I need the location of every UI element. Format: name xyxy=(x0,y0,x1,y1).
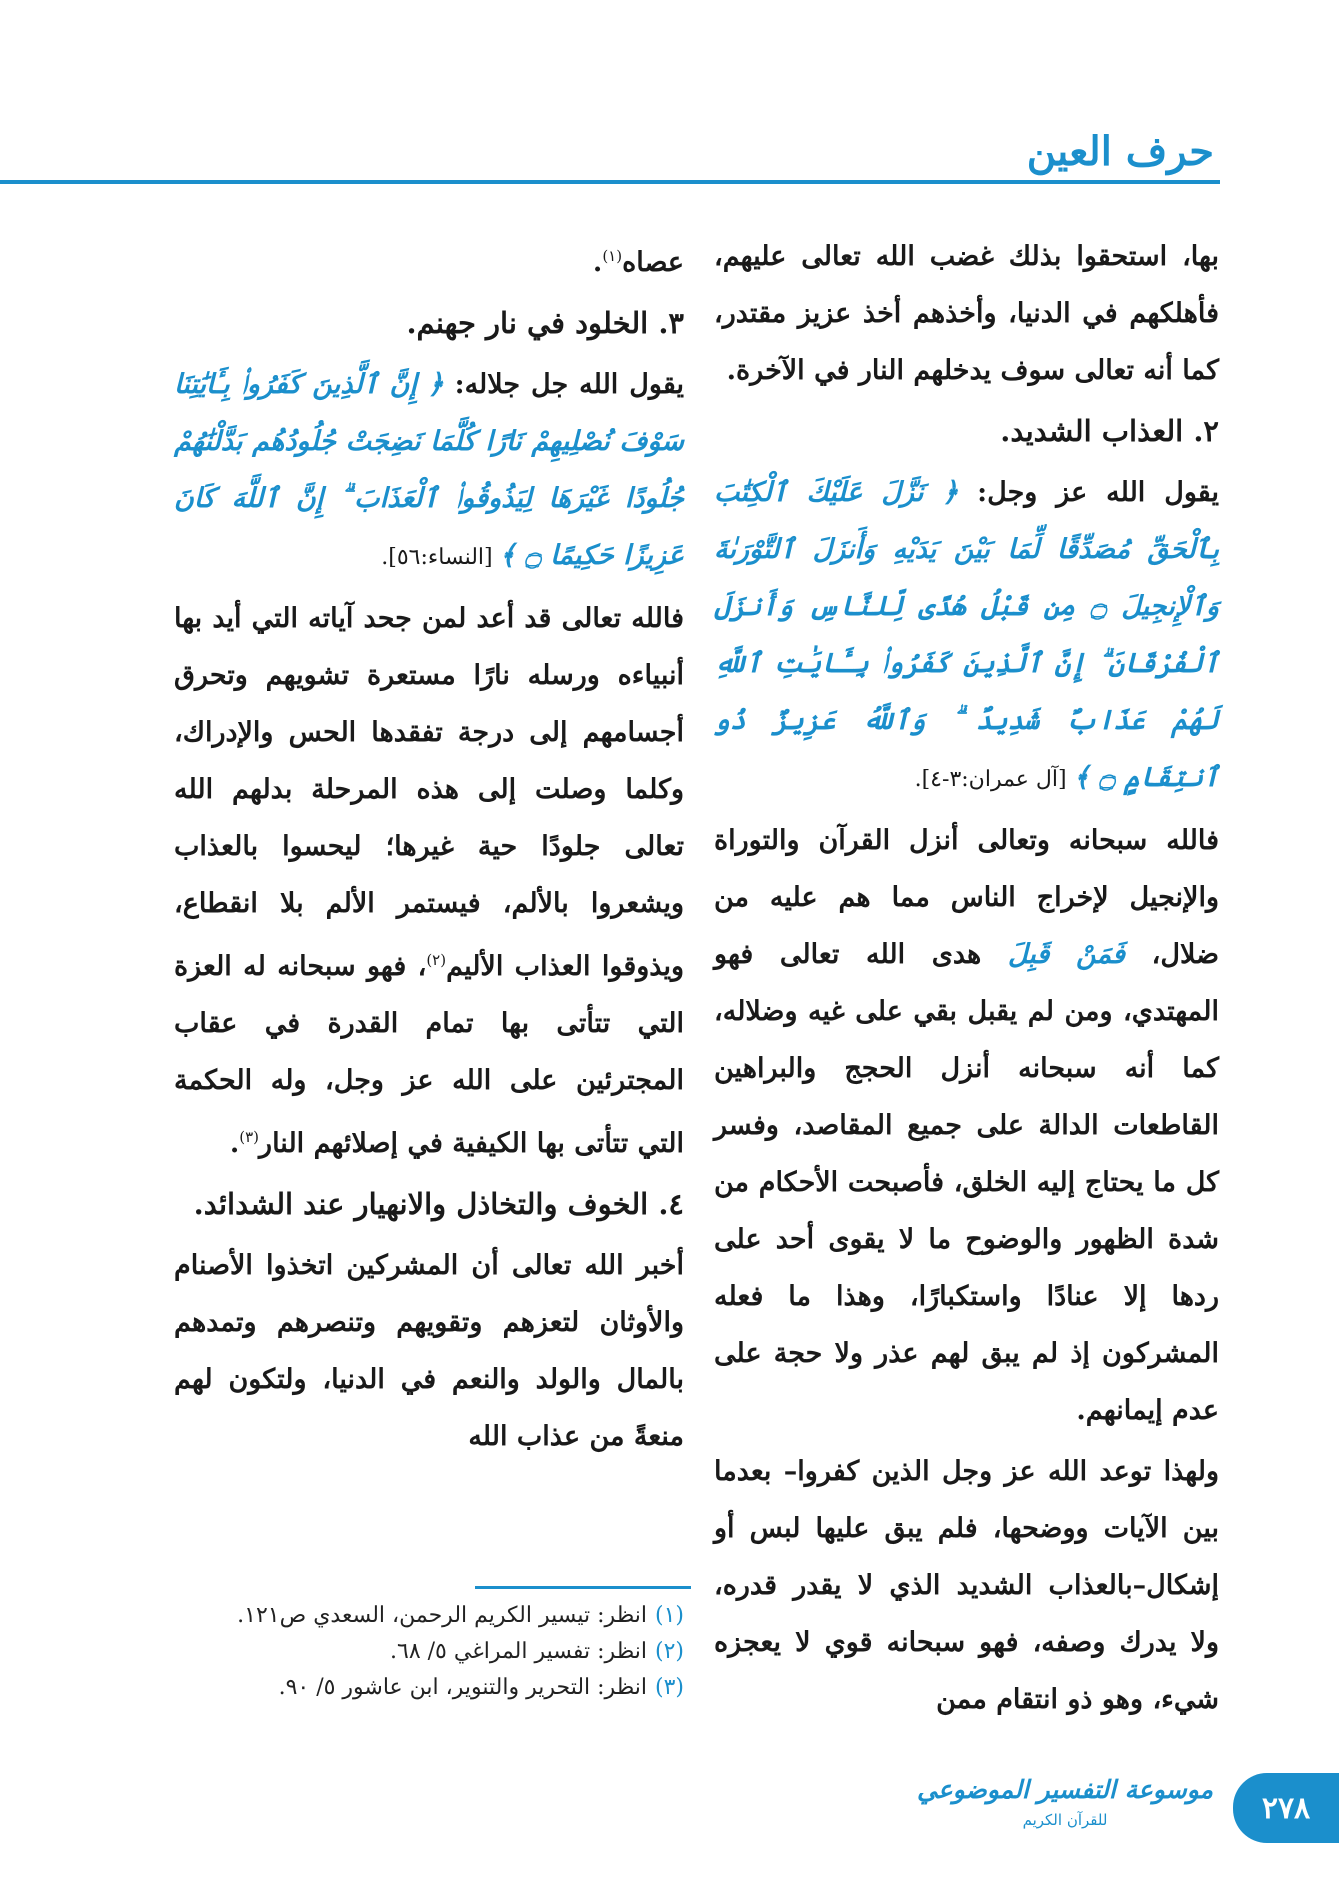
verse-intro: يقول الله عز وجل: xyxy=(958,477,1219,508)
text-segment: عصاه xyxy=(622,247,684,278)
section-heading-3: ٣. الخلود في نار جهنم. xyxy=(406,306,684,340)
footnote-text: انظر: تيسير الكريم الرحمن، السعدي ص١٢١. xyxy=(237,1603,647,1628)
footnote-number: (٢) xyxy=(654,1639,684,1664)
footnote-text: انظر: تفسير المراغي ٥/ ٦٨. xyxy=(390,1639,647,1664)
text-segment: . xyxy=(229,1128,240,1159)
paragraph xyxy=(714,812,1219,1439)
footnotes xyxy=(174,1598,684,1706)
footnote-divider xyxy=(475,1586,691,1589)
header-divider xyxy=(0,180,1220,184)
section-heading-4: ٤. الخوف والتخاذل والانهيار عند الشدائد. xyxy=(193,1187,684,1221)
left-column xyxy=(174,228,684,1469)
verse-paragraph xyxy=(174,356,684,586)
footnote-ref[interactable]: (٣) xyxy=(239,1128,260,1146)
footnote-number: (٣) xyxy=(654,1675,684,1700)
paragraph xyxy=(174,228,684,291)
footnote-item xyxy=(174,1670,684,1706)
quran-verse: ﴿ إِنَّ ٱلَّذِينَ كَفَرُوا۟ بِـَٔايَٰتِنَا سَوْفَ نُصْلِيهِمْ نَارًا كُلَّمَا نَضِجَتْ جُلُودُهُم بَدَّلْنَٰهُمْ جُلُودًا غَيْرَهَا لِيَذُوقُوا۟ ٱلْعَذَابَ ۗ إِنَّ ٱللَّهَ كَانَ عَزِيزًا حَكِيمًا ۝ ﴾ xyxy=(174,369,684,571)
verse-reference: [النساء:٥٦]. xyxy=(381,545,500,570)
verse-reference: [آل عمران:٣-٤]. xyxy=(914,767,1074,792)
quran-verse: ﴿ نَزَّلَ عَلَيْكَ ٱلْكِتَٰبَ بِٱلْحَقِّ مُصَدِّقًا لِّمَا بَيْنَ يَدَيْهِ وَأَنزَلَ ٱلتَّوْرَىٰةَ وَٱلْإِنجِيلَ ۝ مِن قَبْلُ هُدًى لِّلنَّاسِ وَأَنزَلَ ٱلْفُرْقَانَ ۗ إِنَّ ٱلَّذِينَ كَفَرُوا۟ بِـَٔايَٰتِ ٱللَّهِ لَهُمْ عَذَابٌ شَدِيدٌ ۗ وَٱللَّهُ عَزِيزٌ ذُو ٱنتِقَامٍ ۝ ﴾ xyxy=(714,477,1219,793)
quran-phrase: فَمَنْ قَبِلَ xyxy=(1007,939,1126,970)
text-segment: هدى الله تعالى فهو المهتدي، ومن لم يقبل بقي على غيه وضلاله، كما أنه سبحانه أنزل الحجج والبراهين القاطعات الدالة على جميع المقاصد، وفسر كل ما يحتاج إليه الخلق، فأصبحت الأحكام من شدة الظهور والوضوح ما لا يقوى أحد على ردها إلا عنادًا واستكبارًا، وهذا ما فعله المشركون إذ لم يبق لهم عذر ولا حجة على عدم إيمانهم. xyxy=(714,939,1219,1426)
text-segment: . xyxy=(592,247,603,278)
logo-title: موسوعة التفسير الموضوعي xyxy=(916,1775,1214,1804)
paragraph: بها، استحقوا بذلك غضب الله تعالى عليهم، فأهلكهم في الدنيا، وأخذهم أخذ عزيز مقتدر، كما أنه تعالى سوف يدخلهم النار في الآخرة. xyxy=(714,241,1219,386)
text-segment: فالله سبحانه وتعالى أنزل القرآن والتوراة والإنجيل لإخراج الناس مما هم عليه من ضلال، xyxy=(714,825,1219,970)
footnote-text: انظر: التحرير والتنوير، ابن عاشور ٥/ ٩٠. xyxy=(278,1675,647,1700)
paragraph: أخبر الله تعالى أن المشركين اتخذوا الأصنام والأوثان لتعزهم وتقويهم وتنصرهم وتمدهم بالمال والولد والنعم في الدنيا، ولتكون لهم منعةً من عذاب الله xyxy=(174,1250,684,1452)
paragraph xyxy=(174,590,684,1172)
footnote-item xyxy=(174,1598,684,1634)
verse-paragraph xyxy=(714,464,1219,808)
right-column xyxy=(714,228,1219,1732)
paragraph: ولهذا توعد الله عز وجل الذين كفروا– بعدما بين الآيات ووضحها، فلم يبق عليها لبس أو إشكال–بالعذاب الشديد الذي لا يقدر قدره، ولا يدرك وصفه، فهو سبحانه قوي لا يعجزه شيء، وهو ذو انتقام ممن xyxy=(714,1456,1219,1715)
verse-intro: يقول الله جل جلاله: xyxy=(443,369,685,400)
logo-subtitle: للقرآن الكريم xyxy=(1022,1811,1108,1829)
page-number: ٢٧٨ xyxy=(1233,1773,1339,1843)
encyclopedia-logo xyxy=(915,1770,1215,1855)
footnote-item xyxy=(174,1634,684,1670)
text-segment: ، فهو سبحانه له العزة التي تتأتى بها تمام القدرة في عقاب المجترئين على الله عز وجل، وله الحكمة التي تتأتى بها الكيفية في إصلائهم النار xyxy=(174,951,684,1159)
text-segment: فالله تعالى قد أعد لمن جحد آياته التي أيد بها أنبياءه ورسله نارًا مستعرة تشويهم وتحرق أجسامهم إلى درجة تفقدها الحس والإدراك، وكلما وصلت إلى هذه المرحلة بدلهم الله تعالى جلودًا حية غيرها؛ ليحسوا بالعذاب ويشعروا بالألم، فيستمر الألم بلا انقطاع، ويذوقوا العذاب الأليم xyxy=(174,603,684,982)
footnote-number: (١) xyxy=(654,1603,684,1628)
footnote-ref[interactable]: (١) xyxy=(602,247,623,265)
chapter-title: حرف العين xyxy=(1026,128,1214,175)
section-heading-2: ٢. العذاب الشديد. xyxy=(1000,414,1219,448)
footnote-ref[interactable]: (٢) xyxy=(426,951,447,969)
